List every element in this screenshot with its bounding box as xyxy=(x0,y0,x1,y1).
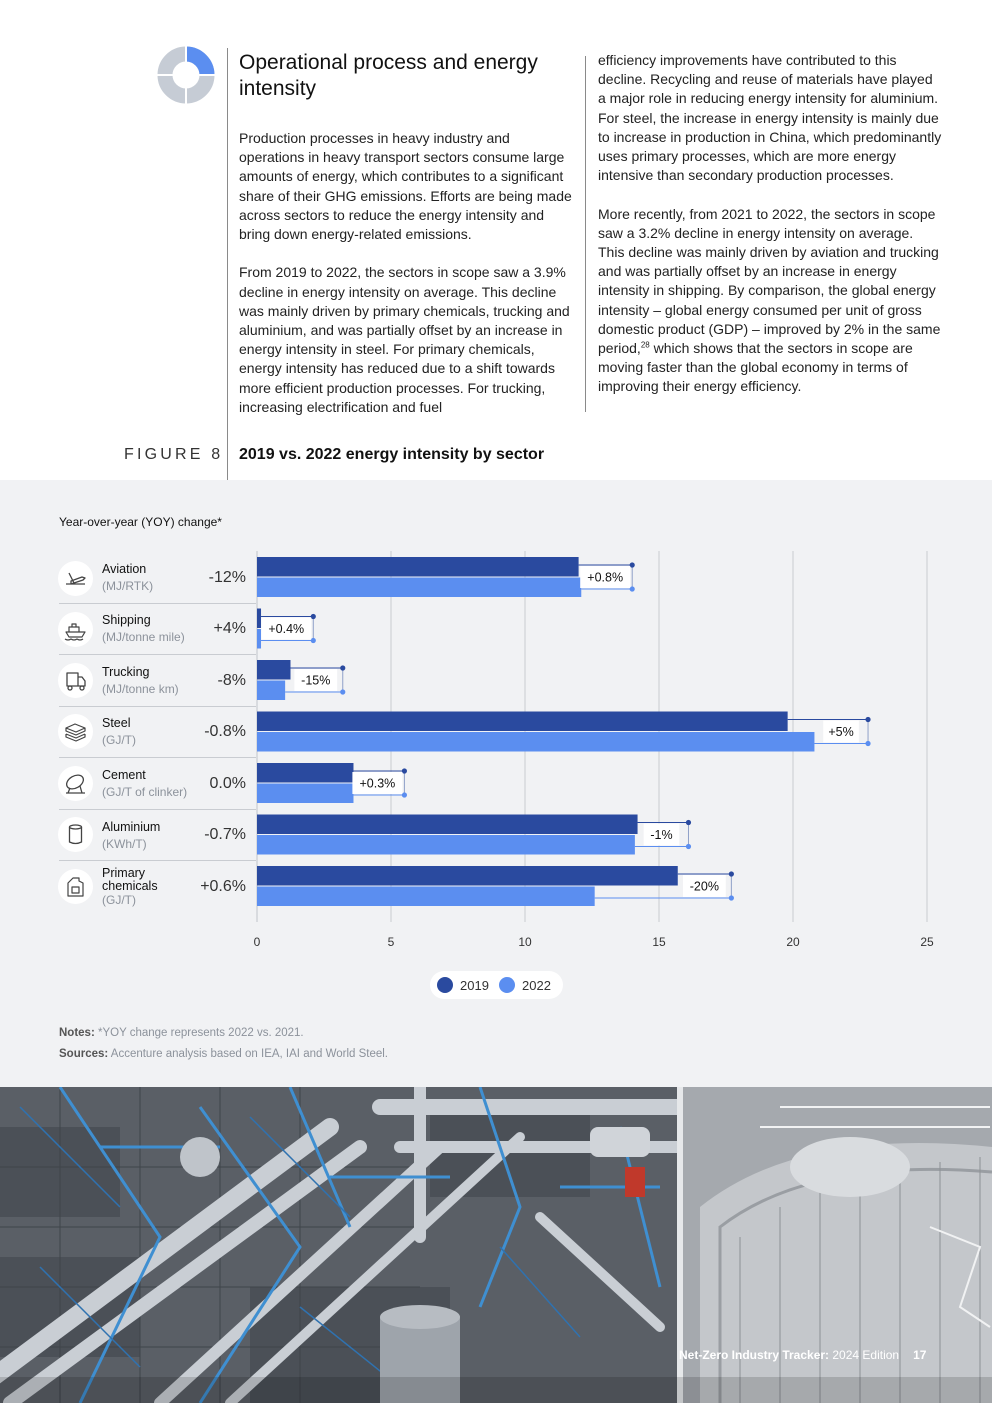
change-label: +0.4% xyxy=(268,622,305,636)
sector-yoy-change: -8% xyxy=(217,672,246,689)
sector-unit: (MJ/tonne km) xyxy=(102,682,179,696)
sector-unit: (GJ/T) xyxy=(102,733,136,747)
change-marker-2019 xyxy=(311,614,316,619)
body-paragraph: More recently, from 2021 to 2022, the sectors in scope saw a 3.2% decline in energy intensity on average. This decline was mainly driven by aviation and trucking and was partially offset by an increase in energy intensity in shipping. By comparison, the global energy intensity – global energy consumed per unit of gross domestic product (GDP) – improved by 2% in the same period,$^{28}$ which shows that the sectors in scope are moving faster than the global economy in terms of improving their energy efficiency. xyxy=(598,205,941,395)
body-paragraph: From 2019 to 2022, the sectors in scope saw a 3.9% decline in energy intensity on average. This decline was mainly driven by primary chemicals, trucking and aluminium, and was partially offset by an increase in energy intensity in steel. For primary chemicals, energy intensity has reduced due to a shift towards more efficient production processes. For trucking, increasing electrification and fuel xyxy=(239,264,570,415)
change-marker-2019 xyxy=(729,871,734,876)
x-tick-label: 10 xyxy=(518,935,532,949)
change-marker-2019 xyxy=(340,665,345,670)
page-number: 17 xyxy=(913,1348,927,1362)
body-paragraph: Production processes in heavy industry and operations in heavy transport sectors consume large amounts of energy, which contributes to a significant share of their GHG emissions. Efforts are being made across sectors to reduce the energy intensity and bring down energy-related emissions. xyxy=(239,130,572,243)
change-marker-2019 xyxy=(686,820,691,825)
sector-name: Aviation xyxy=(102,562,147,576)
sector-name: Shipping xyxy=(102,613,151,627)
bar-2022 xyxy=(257,578,581,598)
change-label: -1% xyxy=(650,828,673,842)
figure-label: FIGURE 8 xyxy=(124,446,224,463)
sector-yoy-change: +4% xyxy=(213,620,246,637)
sector-unit: (GJ/T) xyxy=(102,893,136,907)
sector-name: Aluminium xyxy=(102,820,161,834)
sector-yoy-change: 0.0% xyxy=(209,775,246,792)
change-marker-2022 xyxy=(402,792,407,797)
footer-brand: Net-Zero Industry Tracker: xyxy=(679,1348,830,1362)
sector-unit: (MJ/RTK) xyxy=(102,579,154,593)
change-marker-2022 xyxy=(311,638,316,643)
change-marker-2022 xyxy=(865,741,870,746)
chart-notes: Notes: *YOY change represents 2022 vs. 2021. xyxy=(59,1027,304,1039)
change-label: +0.8% xyxy=(587,570,624,585)
change-marker-2019 xyxy=(865,717,870,722)
change-marker-2022 xyxy=(630,586,635,591)
sector-yoy-change: -12% xyxy=(208,569,246,586)
legend-label-2019: 2019 xyxy=(460,978,489,993)
change-label: +0.3% xyxy=(359,776,396,791)
bar-2022 xyxy=(257,784,353,804)
change-marker-2022 xyxy=(729,895,734,900)
page-footer xyxy=(679,1348,926,1362)
yoy-column-title: Year-over-year (YOY) change* xyxy=(59,515,222,529)
bar-2022 xyxy=(257,835,635,855)
sector-yoy-change: +0.6% xyxy=(200,878,246,895)
bar-2019 xyxy=(257,866,678,886)
bar-2019 xyxy=(257,815,638,835)
change-marker-2019 xyxy=(630,562,635,567)
sector-yoy-change: -0.8% xyxy=(204,723,246,740)
sector-name: Trucking xyxy=(102,665,150,679)
sector-unit: (KWh/T) xyxy=(102,837,147,851)
bar-2019 xyxy=(257,609,261,629)
x-tick-label: 0 xyxy=(253,935,261,949)
bar-2022 xyxy=(257,887,595,907)
footer-edition: 2024 Edition xyxy=(829,1348,900,1362)
chart-legend xyxy=(430,971,563,999)
change-marker-2019 xyxy=(402,768,407,773)
figure-title: 2019 vs. 2022 energy intensity by sector xyxy=(239,446,545,463)
sector-yoy-change: -0.7% xyxy=(204,826,246,843)
body-paragraph: efficiency improvements have contributed to this decline. Recycling and reuse of materials have played a major role in reducing energy intensity for aluminium. For steel, the increase in energy intensity is mainly due to increase in production in China, which predominantly uses primary processes, which are more energy intensive than secondary production processes. xyxy=(598,52,942,184)
x-tick-label: 25 xyxy=(920,935,934,949)
change-label: -20% xyxy=(689,879,719,894)
sector-unit: (GJ/T of clinker) xyxy=(102,785,188,799)
bar-2022 xyxy=(257,629,261,649)
bar-2019 xyxy=(257,763,353,783)
section-title: Operational process and energy intensity xyxy=(239,51,538,100)
bar-2019 xyxy=(257,660,291,680)
x-tick-label: 5 xyxy=(387,935,395,949)
change-label: +5% xyxy=(828,725,854,739)
sector-unit: (MJ/tonne mile) xyxy=(102,630,185,644)
chart-sources: Sources: Accenture analysis based on IEA, IAI and World Steel. xyxy=(59,1048,388,1060)
bar-2019 xyxy=(257,712,788,732)
sector-name: Primary chemicals xyxy=(102,866,158,893)
bar-2019 xyxy=(257,557,579,577)
sector-name: Cement xyxy=(102,768,146,782)
legend-swatch-2022 xyxy=(499,977,515,993)
sector-name: Steel xyxy=(102,716,131,730)
change-marker-2022 xyxy=(340,689,345,694)
footnote-ref[interactable]: 28 xyxy=(640,340,650,350)
change-marker-2022 xyxy=(686,844,691,849)
legend-swatch-2019 xyxy=(437,977,453,993)
x-tick-label: 20 xyxy=(786,935,800,949)
x-tick-label: 15 xyxy=(652,935,666,949)
bar-2022 xyxy=(257,681,285,701)
bar-2022 xyxy=(257,732,814,752)
legend-label-2022: 2022 xyxy=(522,978,551,993)
change-label: -15% xyxy=(301,673,331,688)
